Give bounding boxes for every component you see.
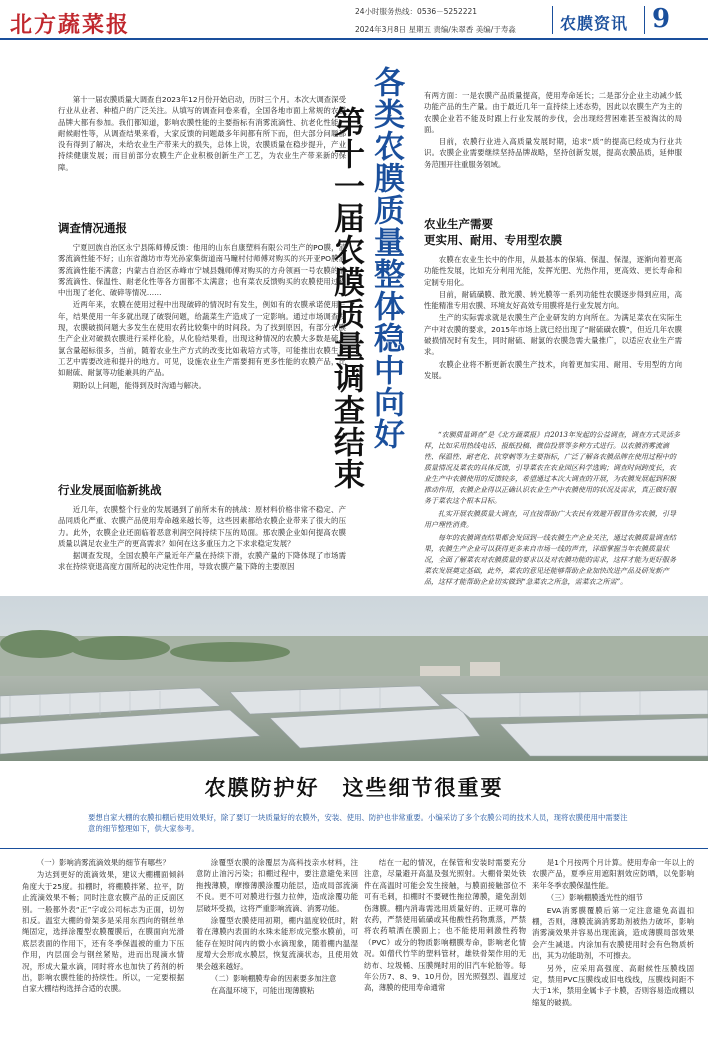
- section1-body: [58, 242, 346, 391]
- article2-column-3: [364, 857, 526, 995]
- date-line: 2024年3月8日 星期五 责编/朱翠香 美编/于寿淼: [355, 25, 516, 34]
- article2-column-4: [532, 857, 694, 1009]
- sidebar-paragraph: 扎实开展农膜质量大调查，可直接帮助广大农民有效避开假冒伪劣农膜，引导用户理性消费。: [424, 510, 676, 529]
- column-paragraph: （三）影响棚膜透光性的细节: [546, 893, 643, 903]
- column-paragraph: EVA消雾膜覆膜后第一定注意避免高温扣棚，否则，薄膜流滴消雾助剂被热力破坏，影响消雾滴效果并容易出现流滴，造成薄膜局部效果会产生减退。内涂加有农膜使用时会有色物质析出，其为功能助剂，不可擦去。: [532, 905, 694, 961]
- section2-heading: 行业发展面临新挑战: [58, 483, 162, 497]
- right-body: [424, 90, 682, 171]
- column-paragraph: 涂覆型农膜的涂覆层为高科技亲水材料，注意防止油污污染；扣棚过程中，要注意避免来回拖拽薄膜，摩擦薄膜涂覆功能层，造成局部流滴不良。更不可对膜进行强力拉伸，造成涂覆功能层破坏受损，这将严重影响流滴、消雾功能。: [196, 858, 358, 913]
- hotline: 24小时服务热线：0536－5252221: [355, 7, 478, 16]
- right-paragraph: 目前，农膜行业进入高质量发展时期，追求“质”的提高已经成为行业共识。农膜企业需要继续坚持品牌战略，坚持创新发展，提高农膜品质，延伸服务范围开往重服务领域。: [424, 137, 682, 169]
- section1-paragraph: 期盼以上问题，能得到及时沟通与解决。: [72, 380, 206, 390]
- newspaper-logo: 北方蔬菜报: [10, 12, 131, 38]
- section3-paragraph: 生产的实际需求就是农膜生产企业研发的方向所在。为满足菜农在实际生产中对农膜的要求，2015年市场上就已经出现了“耐硫磺农膜”，但近几年农膜破损情况时有发生，同时耐硫、耐氯的农膜急需大量推广，以适应农业生产需求。: [424, 313, 682, 357]
- section3-paragraph: 农膜在农业生长中的作用，从最基本的保墒、保温、保湿，逐渐向着更高功能性发展，比如充分利用光能，发挥光肥、光热作用，更高效、更长寿命和定制专用化。: [424, 255, 682, 287]
- column-paragraph: 是1个月按两个月计算。使用寿命一年以上的农膜产品，夏季应用遮阳割效应防晒，以免影响来年冬季农膜保温性能。: [532, 858, 694, 890]
- section1-paragraph: 近两年来，农膜在使用过程中出现破碎的情况时有发生，例如有的农膜承诺使用三年，结果使用一年多就出现了破裂问题，给蔬菜生产造成了一定影响。通过市场调查发现，农膜破损问题大多发生在使用农药比较集中的时间段。为了找到原因，有部分农膜生产企业对破损农膜进行采样化验，从化验结果看，出现这种情况的农膜大多数是硫、氯含量超标很多，当前，随着农业生产方式的改变比如栽培方式等，可能推出农膜生产工艺中需要改进和提升的地方。可见，设施农业生产需要拥有更多性能的农膜产品，比如耐硫、耐氯等功能兼具的产品。: [58, 300, 346, 378]
- section3: [424, 216, 682, 382]
- section1: [58, 220, 346, 392]
- header-rule: [0, 38, 708, 40]
- sidebar-paragraph: 每年的农膜调查结果都会发回到一线农膜生产企业关注，通过农膜质量调查结果，农膜生产企业可以获得更多来自市场一线的声音，详细掌握当年农膜质量状况，全面了解菜农对农膜质量的要求以及对农膜功能的需求，这样才能为更好服务菜农发展奠定基础，此外，菜农的意见还能够帮助企业加快改进产品及研发新产品，这样才能帮助企业切实做到“急菜农之所急，需菜农之所需”。: [424, 534, 676, 586]
- header-divider: [552, 6, 553, 34]
- column-paragraph: 在高温环境下，可能出现薄膜粘: [210, 986, 315, 996]
- page-number: 9: [652, 4, 671, 34]
- article2-column-1: [22, 857, 184, 996]
- greenhouse-photo: [0, 596, 708, 761]
- section2-paragraph: 近几年，农膜整个行业的发展遇到了前所未有的挑战：原材料价格非常不稳定、产品同质化严重、农膜产品使用寿命越来越长等，这些因素都给农膜企业带来了很大的压力。此外，农膜企业还面临着恶意利润空间持续下压的局面。那农膜企业如何提高农膜质量以满足农业生产的更高需求？如何在这多重压力之下求求稳定发展？: [58, 505, 346, 548]
- column-paragraph: 结在一起的情况，在保管和安装时需要充分注意，尽量避开高温及强光照射。大棚骨架处铁件在高温时可能会发生接触，与膜面接触部位不可有毛刺，扣棚时不要硬性拖拉薄膜，避免刮划伤薄膜。棚内消毒需选用质量好的、正规可靠的农药，严禁使用硫磺或其他酸性药物熏蒸，严禁将农药喷洒在膜面上；也不能使用刺激性药物（PVC）或分的物质影响棚膜寿命，影响老化情况。如僧代竹竿的塑料管材，雄铁骨架作用的无纺布、垃圾桶、压膜绳时用的旧汽车轮胎等。每年公历7、8、9、10月份，因光照强烈、温度过高，薄膜的使用寿命通常: [364, 858, 526, 993]
- section3-heading-line2: 更实用、耐用、专用型农膜: [424, 233, 562, 247]
- article2-intro: 要想自家大棚的农膜扣棚后使用效果好，除了要订一块质量好的农膜外，安装、使用、防护也非常重要。小编采访了多个农膜公司的技术人员，现将农膜使用中需要注意的细节整理如下，供大家参考。: [88, 813, 628, 833]
- column-paragraph: 涂覆型农膜使用初期，棚内温度较低时，附着在薄膜内表面的水珠未能形成完整水膜前，可能存在短时间内的微小水滴现象，随着棚内温湿度增大会形成水膜层，恢复流滴状态，且使用效果会越来越好。: [196, 916, 358, 971]
- section3-paragraph: 目前，耐硫磺膜、散光膜、转光膜等一系列功能性农膜逐步得到应用，高性能精准专用农膜、环境友好高效专用膜将是行业发展方向。: [424, 289, 682, 311]
- column-paragraph: （一）影响消雾流滴效果的细节有哪些？: [36, 858, 170, 867]
- header-divider-2: [644, 6, 645, 34]
- feature-title-line1: 各类农膜质量整体稳中向好: [368, 66, 404, 450]
- column-paragraph: 另外，应采用高强度、高耐候性压膜线固定，禁用PVC压膜线或旧电线线，压膜线间距不大于1米，禁用金属卡子卡膜，否则容易造成棚以缩复的破损。: [532, 963, 694, 1007]
- column-paragraph: （二）影响棚膜寿命的因素要多加注意: [210, 974, 337, 984]
- sidebar-paragraph: “农膜质量调查”是《北方蔬菜报》自2013年发起的公益调查，调查方式灵活多样，比如采用热线电话、报纸投稿、微信投票等多种方式进行。以农膜消雾流滴性、保温性、耐老化、抗穿刺等为主要指标，广泛了解各农膜品牌在使用过程中的质量情况及菜农的具体反馈，引导菜农在农业园区科学选购；调查时间跨度长，农业生产中农膜使用的反馈较多，希望通过本次大调查的开展，为农膜发展起到积极推动作用，农膜企业得以正确认识农业生产中农膜使用的状况及需求，真正做好服务于菜农这个根本目标。: [424, 431, 680, 505]
- right-paragraph: 有两方面：一是农膜产品质量提高，使用寿命延长；二是部分企业主动减少低功能产品的生产量。由于最近几年一直持续上述态势，因此以农膜生产为主的农膜企业若不能及时跟上行业发展的步伐，会出现经营困难甚至被淘汰的局面。: [424, 91, 682, 134]
- section2-paragraph: 据调查发现，全国农膜年产量近年产量在持续下滑，农膜产量的下降体现了市场需求在持续衰退高度方面所起的决定性作用，导致农膜产量下降的主要原因: [58, 551, 346, 572]
- section3-heading: 农业生产需要: [424, 217, 493, 231]
- section3-body: [424, 254, 682, 381]
- column-paragraph: 为达到更好的流滴效果，建议大棚棚面倾斜角度大于25度。扣棚时，将棚膜拌紧、拉平，防止流滴效果不畅；同时注意农膜产品的正反面区别。一般都外表“正”字或公司标志为正面，切勿扣反。温室大棚的骨架多是采用东西向的钢丝单绳固定，选择涂覆型农膜覆膜后，在膜面向光滑底层表面的作用下，还有冬季保温被的重力下压作用，内层面会与钢丝紧贴，进而出现滴水情况，形成大量水滴，同时将水也加快了药剂的析出，影响农膜性能的持续性。所以，一定要根据自家大棚结构选择合适的农膜。: [22, 870, 184, 994]
- article2-rule: [0, 848, 708, 849]
- section2: [58, 482, 346, 574]
- sidebar-box: [424, 430, 682, 590]
- section3-paragraph: 农膜企业将不断更新农膜生产技术，向着更加实用、耐用、专用型的方向发展。: [424, 359, 682, 380]
- section1-heading: 调查情况通报: [58, 221, 127, 235]
- article2-title: 农膜防护好 这些细节很重要: [204, 776, 504, 800]
- article2-column-2: [196, 857, 358, 998]
- feature-title-line2: 第十一届农膜质量调查结束: [328, 106, 364, 490]
- section1-paragraph: 宁夏回族自治区永宁县陈师傅反馈：他用的山东自康塑料有限公司生产的PO膜，消雾流滴性能不好；山东省潍坊市寿光孙家集街道南马疃村付师傅对购买的兴开亚PO膜消雾流滴性能不满意；内蒙古自治区赤峰市宁城县魏师傅对购买的方舟领画一号农膜的消雾流滴性、保温性、耐老化性等各方面都不太满意；也有菜农反馈购买的农膜使用过程中出现了老化、破碎等情况……: [58, 243, 346, 298]
- section-name: 农膜资讯: [560, 14, 629, 33]
- intro-paragraph: 第十一届农膜质量大调查自2023年12月份开始启动，历时三个月。本次大调查深受行业从业者、种植户的广泛关注。从填写的调查问卷来看，全国各地市面上常规的农膜品牌大都有参加。我们都知道，影响农膜性能的主要指标有消雾流滴性、抗老化性能、耐候耐性等，从调查结果来看，大家反馈的问题最多年间都有所下而，但大部分问题都没有得到了解决，未给农业生产带来大的损失，总体上说，农膜质量在稳步提升，产业持续健康发展；而目前部分农膜生产企业积极创新生产工艺，为农业生产带来新的保障。: [58, 95, 346, 172]
- section2-body: [58, 504, 346, 573]
